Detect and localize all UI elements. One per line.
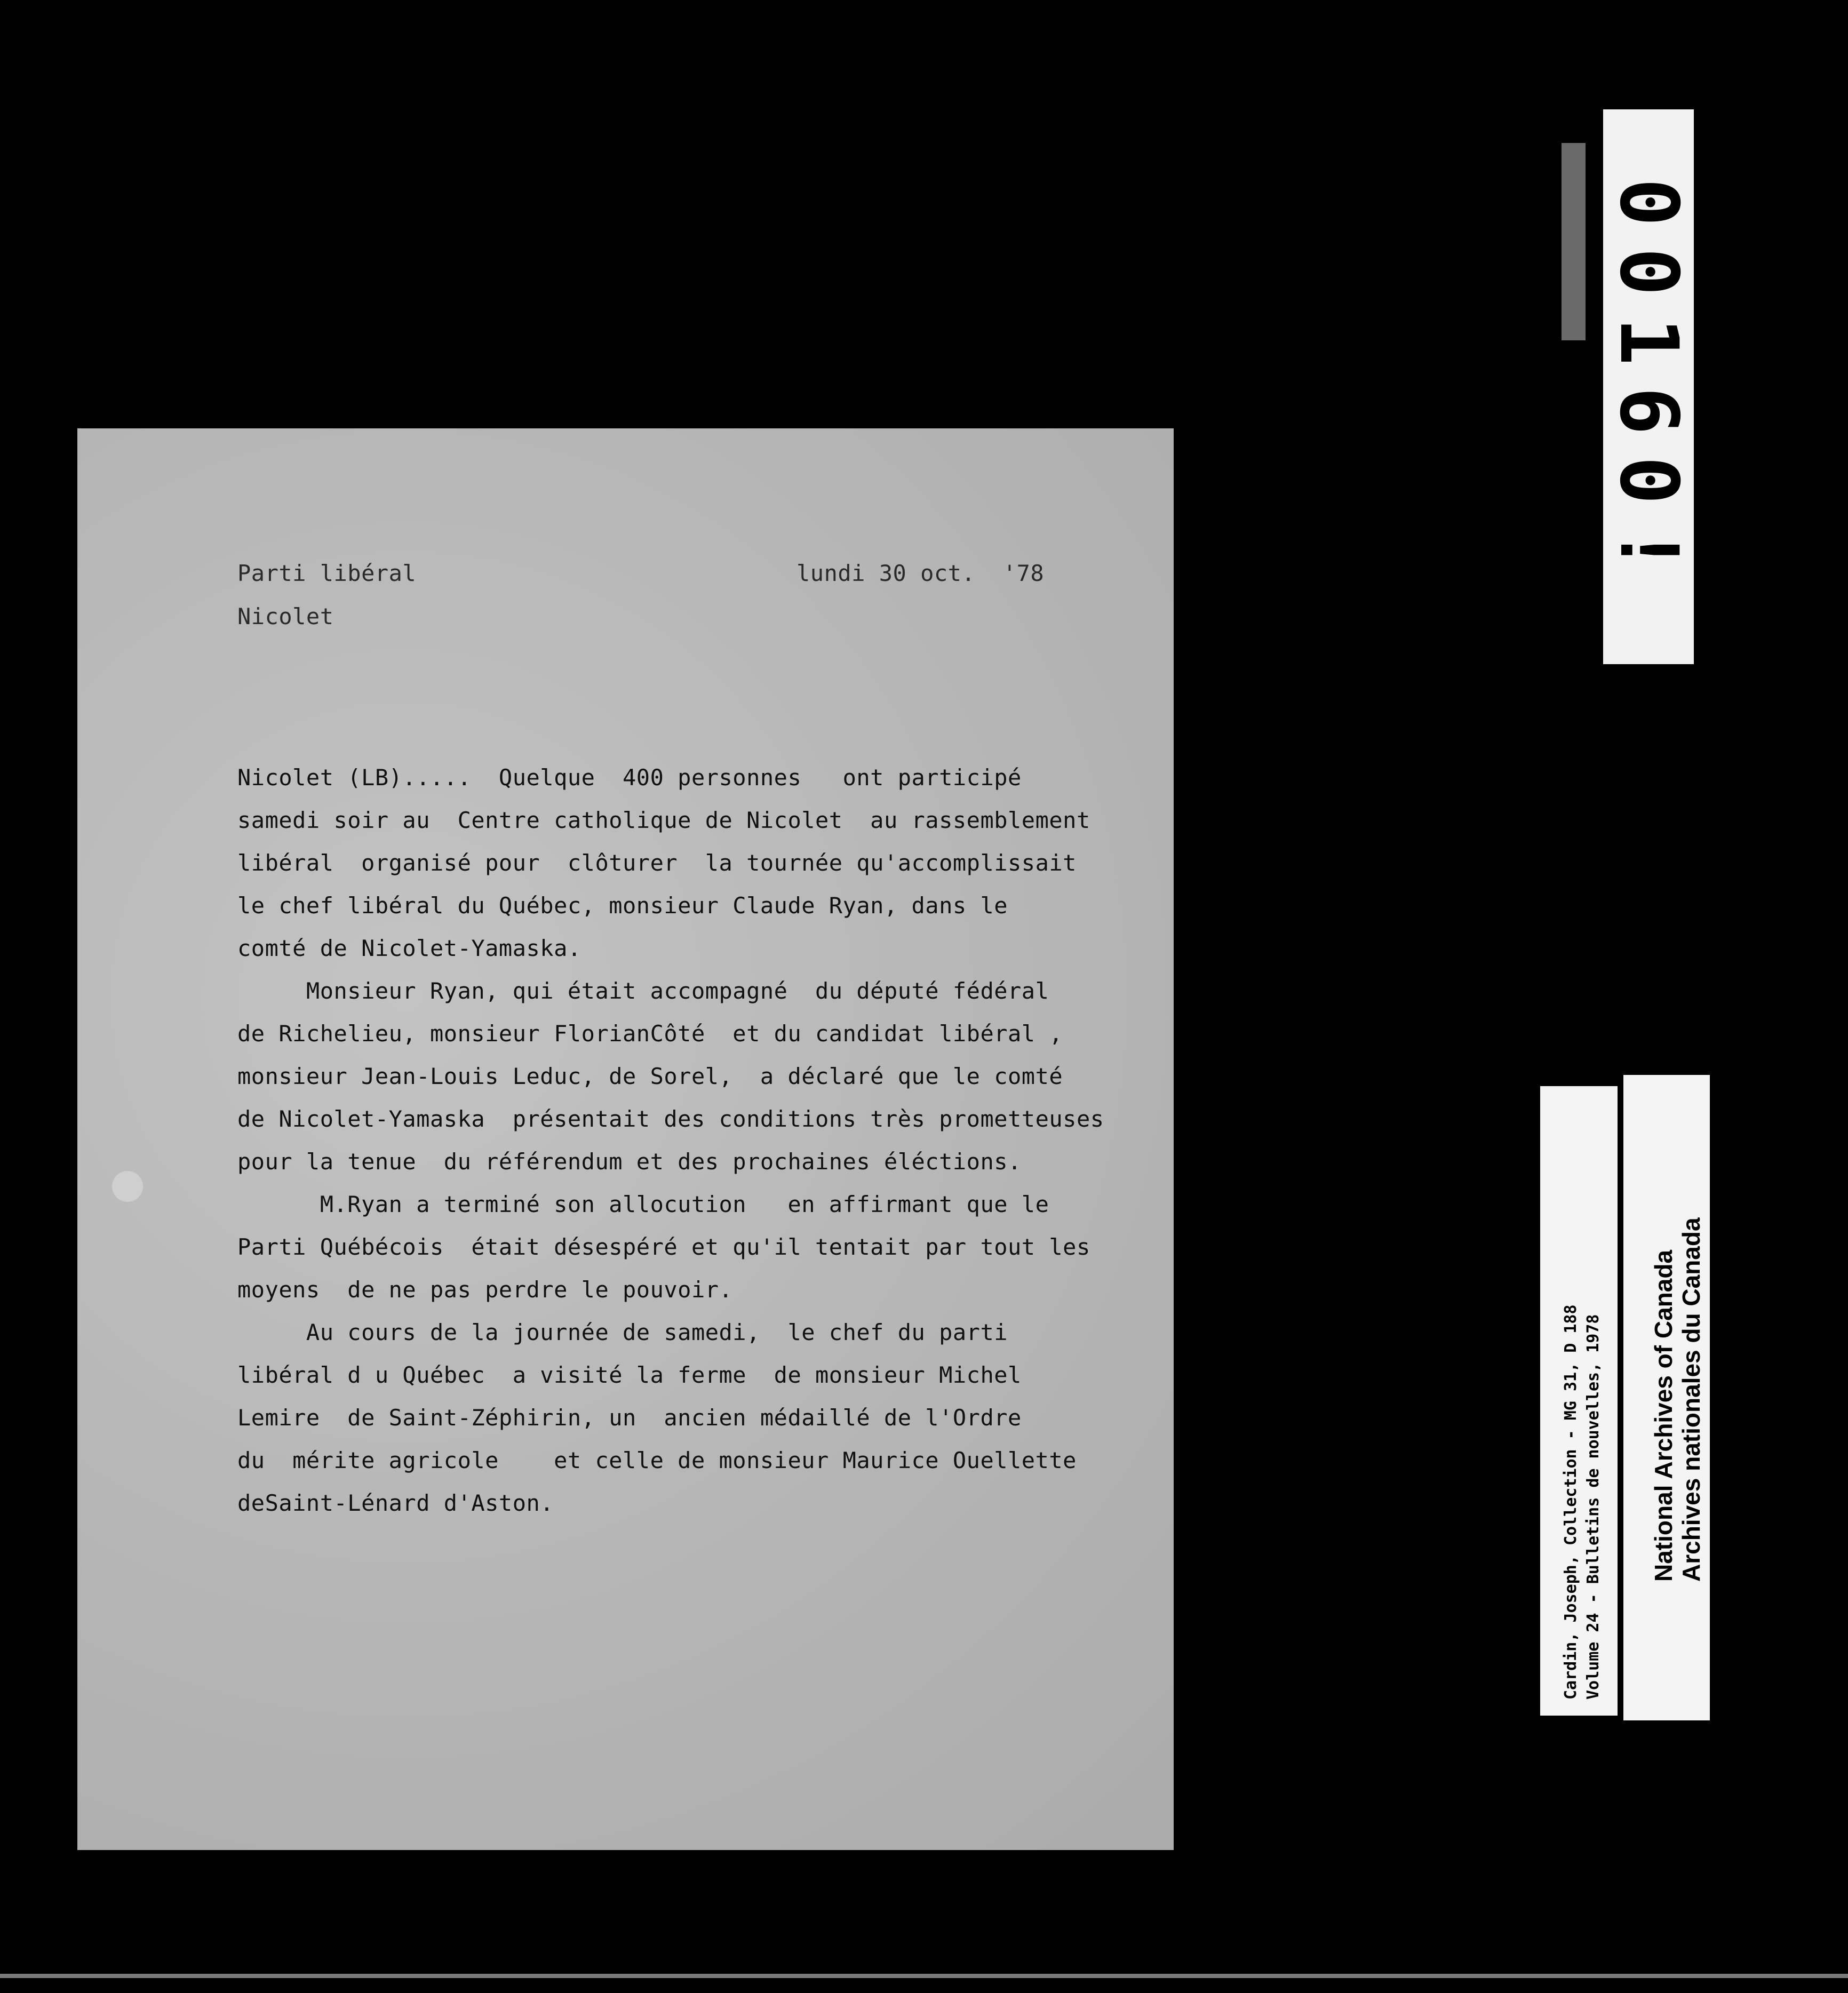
film-edge [0, 1974, 1848, 1978]
archives-line-2: Archives nationales du Canada [1677, 1217, 1705, 1582]
body-line: monsieur Jean-Louis Leduc, de Sorel, a déclaré que le comté [237, 1063, 1063, 1089]
body-line: libéral organisé pour clôturer la tournée qu'accomplissait [237, 850, 1077, 876]
body-line: M.Ryan a terminé son allocution en affirmant que le [237, 1191, 1049, 1217]
body-line: moyens de ne pas perdre le pouvoir. [237, 1277, 733, 1303]
collection-line-1: Cardin, Joseph, Collection - MG 31, D 188 [1562, 1304, 1580, 1700]
body-line: du mérite agricole et celle de monsieur Maurice Ouellette [237, 1447, 1077, 1473]
body-line: Nicolet (LB)..... Quelque 400 personnes ont participé [237, 764, 1022, 791]
body-line: le chef libéral du Québec, monsieur Claude Ryan, dans le [237, 892, 1008, 919]
header-party: Parti libéral [237, 560, 417, 586]
body-line: Lemire de Saint-Zéphirin, un ancien médaillé de l'Ordre [237, 1405, 1022, 1431]
film-strip-tab [1562, 143, 1586, 340]
film-speck [112, 1171, 143, 1202]
frame-number: 00160! [1602, 178, 1695, 595]
frame-number-strip [1603, 109, 1694, 664]
typed-page [77, 428, 1174, 1850]
archives-line-1: National Archives of Canada [1650, 1249, 1677, 1582]
body-line: de Richelieu, monsieur FlorianCôté et du candidat libéral , [237, 1021, 1063, 1047]
body-line: de Nicolet-Yamaska présentait des conditions très prometteuses [237, 1106, 1104, 1132]
collection-line-2: Volume 24 - Bulletins de nouvelles, 1978 [1584, 1314, 1603, 1700]
body-line: Parti Québécois était désespéré et qu'il tentait par tout les [237, 1234, 1090, 1260]
body-line: Monsieur Ryan, qui était accompagné du député fédéral [237, 978, 1049, 1004]
header-date: lundi 30 oct. '78 [796, 560, 1045, 586]
archives-label [1623, 1075, 1710, 1720]
body-line: pour la tenue du référendum et des prochaines éléctions. [237, 1149, 1022, 1175]
header-place: Nicolet [237, 603, 334, 629]
body-line: comté de Nicolet-Yamaska. [237, 935, 582, 961]
body-line: deSaint-Lénard d'Aston. [237, 1490, 554, 1516]
body-line: libéral d u Québec a visité la ferme de monsieur Michel [237, 1362, 1022, 1388]
body-line: samedi soir au Centre catholique de Nicolet au rassemblement [237, 807, 1090, 833]
body-line: Au cours de la journée de samedi, le chef du parti [237, 1319, 1008, 1345]
collection-label [1540, 1086, 1618, 1716]
